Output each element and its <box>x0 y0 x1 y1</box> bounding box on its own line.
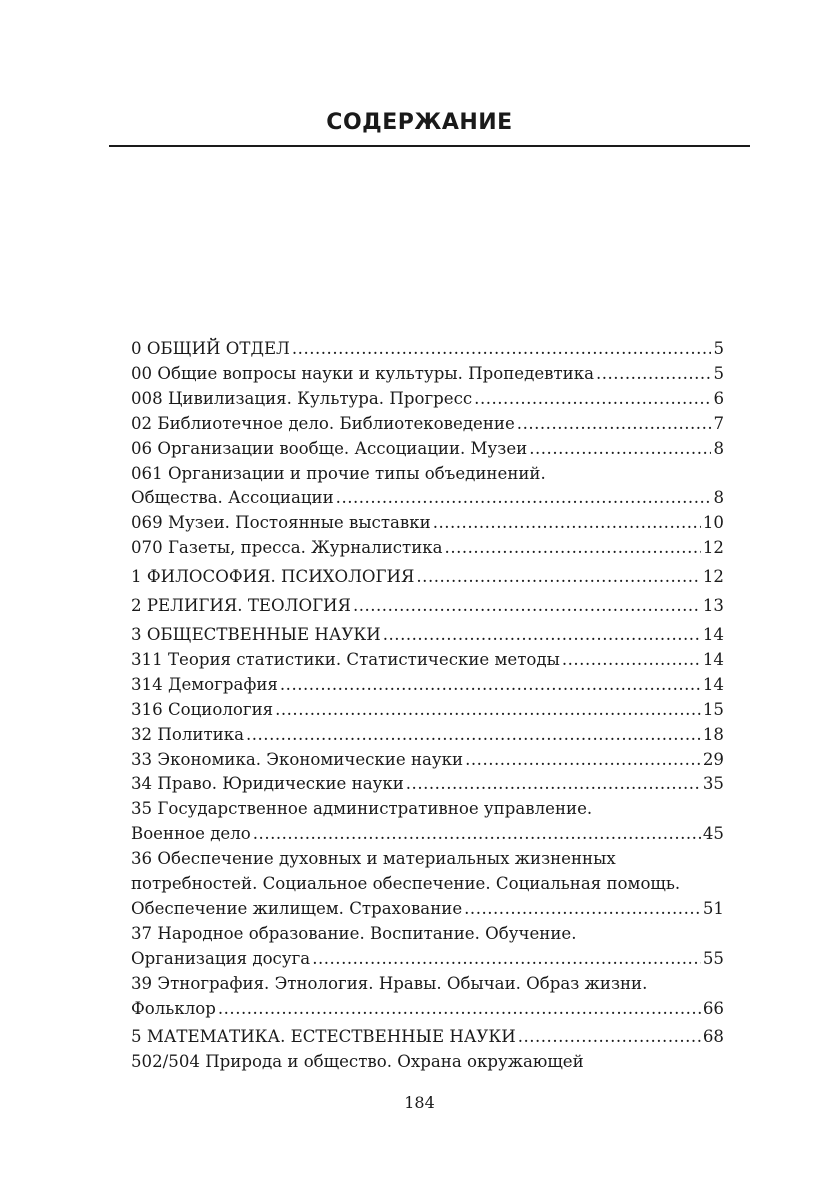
dot-leader <box>406 772 701 797</box>
toc-entry-text: 34 Право. Юридические науки <box>131 774 404 794</box>
toc-page-number: 12 <box>702 567 724 587</box>
page-number: 184 <box>404 1093 435 1112</box>
toc-entry-text: 37 Народное образование. Воспитание. Обучение. <box>131 923 577 943</box>
toc-entry-text: 061 Организации и прочие типы объединений. <box>131 463 546 483</box>
toc-entry <box>131 972 724 1022</box>
toc-entry-line <box>131 486 724 511</box>
dot-leader <box>464 897 701 922</box>
toc-entry-line <box>131 897 724 922</box>
toc-entry-text: 02 Библиотечное дело. Библиотековедение <box>131 413 515 433</box>
toc-entry <box>131 412 724 437</box>
dot-leader <box>416 565 700 590</box>
toc-entry <box>131 437 724 462</box>
toc-entry-text: 2 РЕЛИГИЯ. ТЕОЛОГИЯ <box>131 596 351 616</box>
toc-entry-line <box>131 1025 724 1050</box>
toc-entry <box>131 623 724 648</box>
toc-entry-text: Организация досуга <box>131 948 311 968</box>
toc-entry <box>131 748 724 773</box>
toc-entry-text: 3 ОБЩЕСТВЕННЫЕ НАУКИ <box>131 624 381 644</box>
toc-entry-text: 0 ОБЩИЙ ОТДЕЛ <box>131 339 290 358</box>
toc-entry <box>131 462 724 512</box>
toc-entry-text: 502/504 Природа и общество. Охрана окружающей <box>131 1052 584 1072</box>
toc-entry-text: 070 Газеты, пресса. Журналистика <box>131 538 443 558</box>
toc-entry-text: 311 Теория статистики. Статистические методы <box>131 649 560 669</box>
toc-page-number: 6 <box>713 388 724 408</box>
toc-entry-text: 00 Общие вопросы науки и культуры. Пропедевтика <box>131 363 594 383</box>
toc-entry <box>131 511 724 536</box>
dot-leader <box>596 362 711 387</box>
toc-entry-line <box>131 536 724 561</box>
toc-page-number: 51 <box>702 898 724 918</box>
dot-leader <box>518 1025 701 1050</box>
dot-leader <box>445 536 701 561</box>
toc-entry-line <box>131 997 724 1022</box>
page-title: СОДЕРЖАНИЕ <box>326 110 513 135</box>
toc-entry-text: Обеспечение жилищем. Страхование <box>131 898 463 918</box>
toc-page-number: 14 <box>702 674 724 694</box>
toc-entry-text: 32 Политика <box>131 724 244 744</box>
toc-page-number: 5 <box>713 339 724 358</box>
toc-page-number: 13 <box>702 596 724 616</box>
toc-entry-text: 35 Государственное административное управление. <box>131 799 593 819</box>
dot-leader <box>292 337 712 362</box>
dot-leader <box>353 594 701 619</box>
toc-entry-line <box>131 511 724 536</box>
toc-entry-text: 008 Цивилизация. Культура. Прогресс <box>131 388 473 408</box>
toc-entry-line <box>131 387 724 412</box>
toc-page-number: 55 <box>702 948 724 968</box>
toc-page-number: 15 <box>702 699 724 719</box>
toc-entry-text: 314 Демография <box>131 674 278 694</box>
dot-leader <box>465 748 701 773</box>
toc-entry-line <box>131 723 724 748</box>
toc-page-number: 66 <box>702 998 724 1018</box>
toc-entry <box>131 565 724 590</box>
dot-leader <box>275 698 701 723</box>
dot-leader <box>529 437 711 462</box>
dot-leader <box>246 723 701 748</box>
toc-entry <box>131 337 724 362</box>
toc-entry <box>131 536 724 561</box>
toc-entry-line <box>131 594 724 619</box>
toc-entry-text: Военное дело <box>131 824 251 844</box>
dot-leader <box>336 486 712 511</box>
toc-entry <box>131 797 724 847</box>
toc-page-number: 7 <box>713 413 724 433</box>
toc-entry <box>131 387 724 412</box>
toc-entry <box>131 673 724 698</box>
toc-entry-line <box>131 437 724 462</box>
dot-leader <box>517 412 712 437</box>
dot-leader <box>383 623 701 648</box>
toc-entry <box>131 772 724 797</box>
toc-entry-text: 39 Этнография. Этнология. Нравы. Обычаи. Образ жизни. <box>131 973 648 993</box>
toc-entry <box>131 847 724 922</box>
toc-page-number: 10 <box>702 513 724 533</box>
toc-entry-line <box>131 748 724 773</box>
toc-entry-text: 069 Музеи. Постоянные выставки <box>131 513 431 533</box>
toc-entry-line <box>131 362 724 387</box>
toc-entry-text: 1 ФИЛОСОФИЯ. ПСИХОЛОГИЯ <box>131 567 415 587</box>
title-rule <box>109 145 750 147</box>
toc-entry <box>131 1050 724 1075</box>
toc-entry-text: 36 Обеспечение духовных и материальных жизненных <box>131 849 616 869</box>
toc-entry-text: 33 Экономика. Экономические науки <box>131 749 464 769</box>
toc-page-number: 29 <box>702 749 724 769</box>
toc-entry-line <box>131 648 724 673</box>
dot-leader <box>218 997 701 1022</box>
toc-entry-line <box>131 947 724 972</box>
toc-page-number: 45 <box>702 824 724 844</box>
toc-entry <box>131 594 724 619</box>
toc-entry-text: 5 МАТЕМАТИКА. ЕСТЕСТВЕННЫЕ НАУКИ <box>131 1027 516 1047</box>
toc-entry-text: Фольклор <box>131 998 216 1018</box>
toc-page-number: 68 <box>702 1027 724 1047</box>
toc-entry-text: Общества. Ассоциации <box>131 488 334 508</box>
toc-entry-line <box>131 698 724 723</box>
toc-entry-line <box>131 822 724 847</box>
toc-page-number: 14 <box>702 624 724 644</box>
toc-entry-line <box>131 673 724 698</box>
toc-page-number: 14 <box>702 649 724 669</box>
toc-page-number: 35 <box>702 774 724 794</box>
toc-entry <box>131 362 724 387</box>
toc-entry-line <box>131 623 724 648</box>
toc-page-number: 8 <box>713 488 724 508</box>
toc-entry-text: 316 Социология <box>131 699 274 719</box>
toc-entry-text: потребностей. Социальное обеспечение. Социальная помощь. <box>131 874 681 894</box>
dot-leader <box>312 947 701 972</box>
toc-page-number: 12 <box>702 538 724 558</box>
toc-entry <box>131 922 724 972</box>
toc-entry-line <box>131 772 724 797</box>
dot-leader <box>562 648 701 673</box>
table-of-contents <box>131 337 724 1075</box>
toc-entry <box>131 698 724 723</box>
toc-entry-line <box>131 337 724 362</box>
dot-leader <box>474 387 711 412</box>
toc-entry <box>131 648 724 673</box>
dot-leader <box>280 673 701 698</box>
toc-entry <box>131 723 724 748</box>
toc-entry <box>131 1025 724 1050</box>
dot-leader <box>433 511 701 536</box>
toc-page-number: 18 <box>702 724 724 744</box>
dot-leader <box>253 822 701 847</box>
toc-entry-text: 06 Организации вообще. Ассоциации. Музеи <box>131 438 528 458</box>
toc-page-number: 5 <box>713 363 724 383</box>
toc-page-number: 8 <box>713 438 724 458</box>
toc-entry-line <box>131 412 724 437</box>
toc-entry-line <box>131 565 724 590</box>
